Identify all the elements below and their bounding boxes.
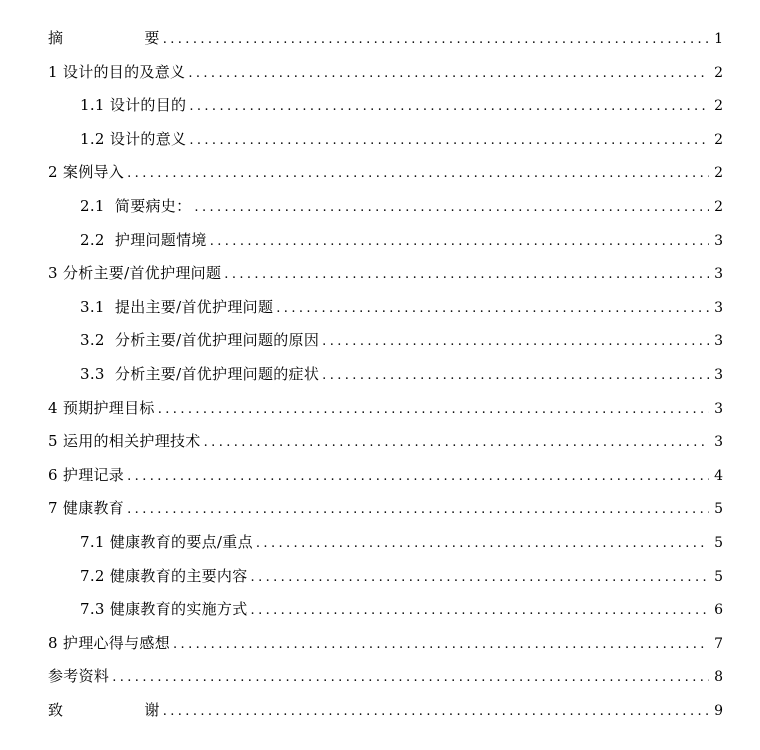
toc-entry-abstract[interactable] xyxy=(0,22,760,56)
toc-entry-page: 4 xyxy=(714,467,723,484)
dot-leader xyxy=(251,561,709,595)
toc-entry-title: 3 分析主要/首优护理问题 xyxy=(48,264,222,283)
toc-entry-title: 4 预期护理目标 xyxy=(48,398,155,417)
dot-leader xyxy=(194,191,709,225)
toc-entry-page: 3 xyxy=(714,434,723,451)
dot-leader xyxy=(188,57,709,91)
toc-entry-2[interactable] xyxy=(0,156,760,190)
dot-leader xyxy=(127,157,709,191)
dot-leader xyxy=(210,225,709,259)
toc-entry-7-3[interactable] xyxy=(0,593,760,627)
toc-entry-1-2[interactable] xyxy=(0,123,760,157)
toc-entry-4[interactable] xyxy=(0,392,760,426)
dot-leader xyxy=(189,90,709,124)
toc-entry-3-1[interactable] xyxy=(0,291,760,325)
toc-entry-page: 3 xyxy=(714,333,723,350)
toc-entry-page: 2 xyxy=(714,198,723,215)
toc-entry-page: 7 xyxy=(714,635,723,652)
toc-entry-title: 6 护理记录 xyxy=(48,465,125,484)
toc-entry-7-1[interactable] xyxy=(0,526,760,560)
toc-entry-title: 3.1 提出主要/首优护理问题 xyxy=(80,297,274,316)
toc-entry-title: 摘 要 xyxy=(48,29,160,47)
toc-entry-references[interactable] xyxy=(0,660,760,694)
toc-entry-title: 7.1 健康教育的要点/重点 xyxy=(80,532,253,551)
dot-leader xyxy=(173,628,709,662)
toc-entry-page: 5 xyxy=(714,534,723,551)
toc-entry-title: 2.2 护理问题情境 xyxy=(80,230,207,249)
toc-entry-title: 1 设计的目的及意义 xyxy=(48,62,186,81)
dot-leader xyxy=(163,23,709,57)
toc-entry-8[interactable] xyxy=(0,627,760,661)
dot-leader xyxy=(322,325,709,359)
toc-entry-title: 致 谢 xyxy=(48,700,160,719)
toc-entry-page: 9 xyxy=(714,702,723,719)
dot-leader xyxy=(322,359,709,393)
dot-leader xyxy=(251,594,709,628)
toc-entry-title: 7.3 健康教育的实施方式 xyxy=(80,600,248,619)
toc-entry-6[interactable] xyxy=(0,459,760,493)
toc-entry-page: 3 xyxy=(714,366,723,383)
toc-entry-page: 3 xyxy=(714,266,723,283)
toc-entry-page: 2 xyxy=(714,64,723,81)
dot-leader xyxy=(163,695,709,729)
toc-entry-title: 参考资料 xyxy=(48,667,110,686)
dot-leader xyxy=(204,426,709,460)
dot-leader xyxy=(224,258,709,292)
toc-entry-2-2[interactable] xyxy=(0,224,760,258)
toc-entry-page: 3 xyxy=(714,232,723,249)
toc-entry-3-3[interactable] xyxy=(0,358,760,392)
toc-entry-3[interactable] xyxy=(0,257,760,291)
toc-entry-page: 3 xyxy=(714,400,723,417)
toc-entry-page: 8 xyxy=(714,669,723,686)
toc-entry-acknowledgements[interactable] xyxy=(0,694,760,728)
dot-leader xyxy=(127,460,709,494)
toc-entry-page: 2 xyxy=(714,131,723,148)
toc-entry-page: 1 xyxy=(714,31,723,47)
dot-leader xyxy=(127,493,709,527)
toc-entry-page: 5 xyxy=(714,501,723,518)
toc-entry-1-1[interactable] xyxy=(0,89,760,123)
toc-entry-page: 5 xyxy=(714,568,723,585)
toc-entry-title: 2.1 简要病史： xyxy=(80,196,192,215)
dot-leader xyxy=(112,661,709,695)
toc-entry-title: 3.3 分析主要/首优护理问题的症状 xyxy=(80,364,320,383)
toc-entry-title: 1.2 设计的意义 xyxy=(80,129,187,148)
dot-leader xyxy=(189,124,709,158)
toc-entry-page: 3 xyxy=(714,299,723,316)
toc-entry-page: 2 xyxy=(714,165,723,182)
toc-entry-7[interactable] xyxy=(0,492,760,526)
dot-leader xyxy=(276,292,709,326)
toc-entry-5[interactable] xyxy=(0,425,760,459)
toc-entry-title: 5 运用的相关护理技术 xyxy=(48,432,201,451)
toc-entry-title: 8 护理心得与感想 xyxy=(48,633,171,652)
dot-leader xyxy=(256,527,709,561)
toc-entry-title: 1.1 设计的目的 xyxy=(80,96,187,115)
toc-entry-3-2[interactable] xyxy=(0,324,760,358)
dot-leader xyxy=(158,393,709,427)
toc-entry-1[interactable] xyxy=(0,56,760,90)
toc-entry-page: 2 xyxy=(714,98,723,115)
toc-entry-7-2[interactable] xyxy=(0,560,760,594)
toc-entry-title: 3.2 分析主要/首优护理问题的原因 xyxy=(80,331,320,350)
toc-entry-page: 6 xyxy=(714,602,723,619)
toc-entry-title: 7 健康教育 xyxy=(48,499,125,518)
toc-entry-2-1[interactable] xyxy=(0,190,760,224)
toc-entry-title: 2 案例导入 xyxy=(48,163,125,182)
table-of-contents xyxy=(0,22,760,727)
toc-entry-title: 7.2 健康教育的主要内容 xyxy=(80,566,248,585)
